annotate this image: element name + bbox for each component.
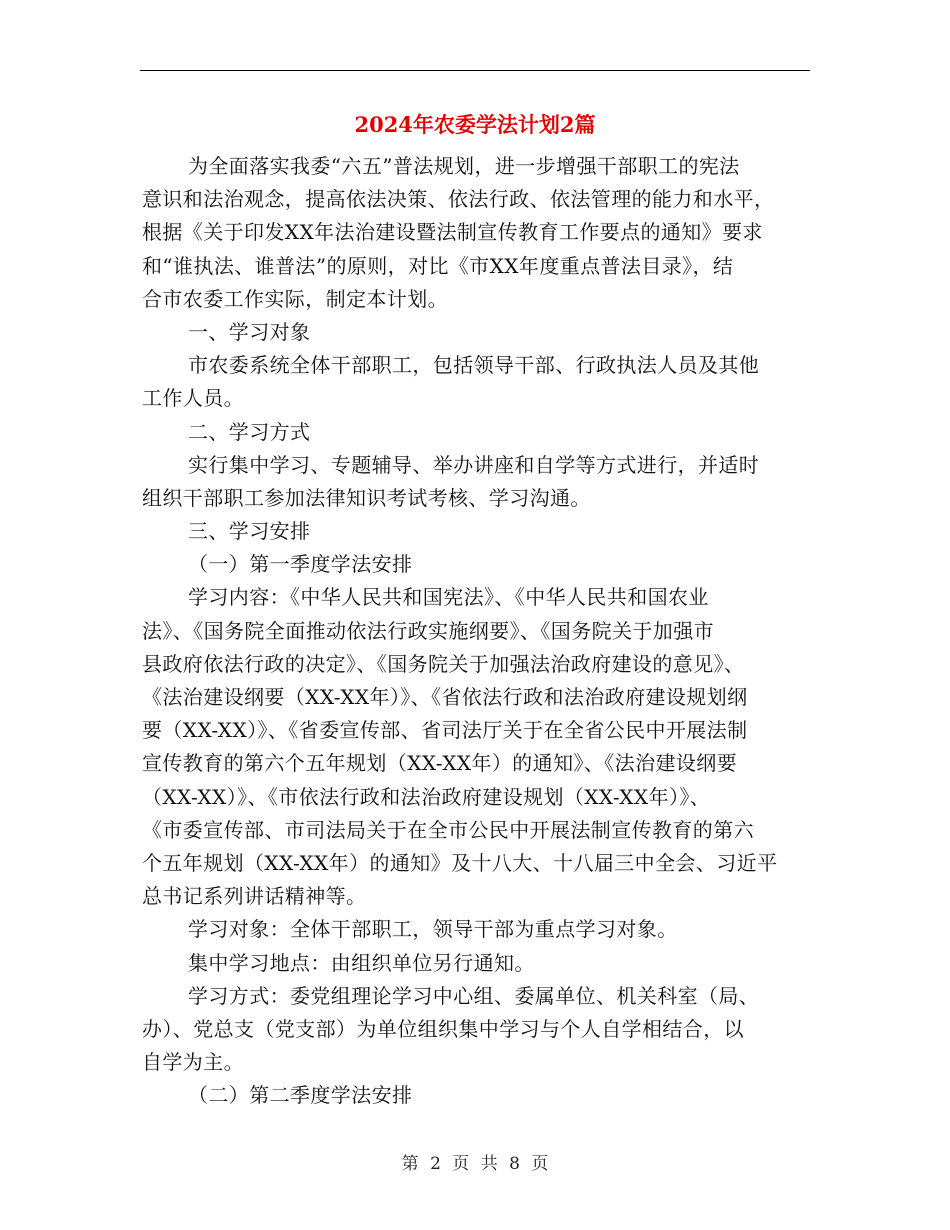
- body-line: 宣传教育的第六个五年规划（XX-XX年）的通知》、《法治建设纲要: [142, 751, 738, 776]
- body-line: 为全面落实我委“六五”普法规划，进一步增强干部职工的宪法: [188, 154, 740, 178]
- body-line: 办）、党总支（党支部）为单位组织集中学习与个人自学相结合，以: [142, 1016, 744, 1041]
- body-line: 根据《关于印发XX年法治建设暨法制宣传教育工作要点的通知》要求: [142, 220, 763, 245]
- subsection-heading: （一）第一季度学法安排: [188, 552, 413, 577]
- document-title: 2024年农委学法计划2篇: [354, 112, 596, 137]
- body-line: 要（XX-XX）》、《省委宣传部、省司法厅关于在全省公民中开展法制: [142, 718, 748, 743]
- body-line: 合市农委工作实际，制定本计划。: [142, 286, 448, 311]
- subsection-heading: （二）第二季度学法安排: [188, 1083, 413, 1108]
- body-line: 自学为主。: [142, 1050, 244, 1075]
- body-line: 《市委宣传部、市司法局关于在全市公民中开展法制宣传教育的第六: [142, 817, 754, 842]
- body-line: 工作人员。: [142, 386, 244, 411]
- body-line: 学习方式：委党组理论学习中心组、委属单位、机关科室（局、: [188, 983, 760, 1008]
- body-line: 个五年规划（XX-XX年）的通知》及十八大、十八届三中全会、习近平: [142, 850, 778, 875]
- section-heading: 一、学习对象: [188, 319, 311, 344]
- body-line: 《法治建设纲要（XX-XX年）》、《省依法行政和法治政府建设规划纲: [142, 685, 748, 709]
- body-line: 实行集中学习、专题辅导、举办讲座和自学等方式进行，并适时: [188, 452, 760, 477]
- body-line: 县政府依法行政的决定》、《国务院关于加强法治政府建设的意见》、: [142, 651, 745, 676]
- section-heading: 二、学习方式: [188, 419, 311, 444]
- body-line: 法》、《国务院全面推动依法行政实施纲要》、《国务院关于加强市: [142, 618, 714, 643]
- body-line: 组织干部职工参加法律知识考试考核、学习沟通。: [142, 485, 591, 510]
- document-body: [142, 150, 810, 1112]
- header-rule: [140, 70, 810, 71]
- page-footer: 第 2 页 共 8 页: [401, 1154, 549, 1174]
- body-line: 学习内容：《中华人民共和国宪法》、《中华人民共和国农业: [188, 585, 709, 610]
- body-line: 集中学习地点：由组织单位另行通知。: [188, 950, 535, 975]
- body-line: 和“谁执法、谁普法”的原则，对比《市XX年度重点普法目录》，结: [142, 253, 734, 278]
- body-line: （XX-XX）》、《市依法行政和法治政府建设规划（XX-XX年）》、: [142, 784, 711, 809]
- body-line: 意识和法治观念，提高依法决策、依法行政、依法管理的能力和水平，: [142, 187, 775, 212]
- body-line: 总书记系列讲话精神等。: [142, 884, 367, 909]
- body-line: 学习对象：全体干部职工，领导干部为重点学习对象。: [188, 917, 678, 942]
- body-line: 市农委系统全体干部职工，包括领导干部、行政执法人员及其他: [188, 353, 760, 378]
- section-heading: 三、学习安排: [188, 519, 311, 544]
